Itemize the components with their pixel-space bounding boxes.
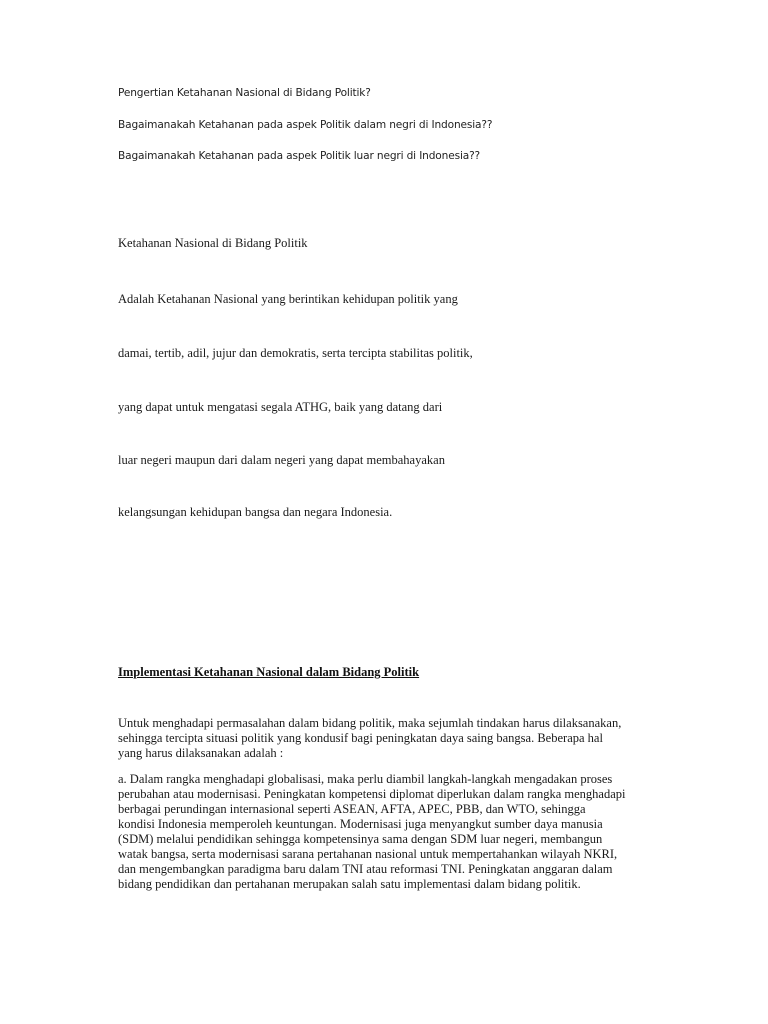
definition-line-1: Adalah Ketahanan Nasional yang berintikan kehidupan politik yang bbox=[118, 292, 458, 306]
definition-line-5: kelangsungan kehidupan bangsa dan negara Indonesia. bbox=[118, 505, 393, 519]
section-title: Ketahanan Nasional di Bidang Politik bbox=[118, 236, 308, 250]
paragraph-line: Untuk menghadapi permasalahan dalam bidang politik, maka sejumlah tindakan harus dilaksanakan, bbox=[118, 716, 622, 730]
paragraph-line: perubahan atau modernisasi. Peningkatan kompetensi diplomat diperlukan dalam rangka menghadapi bbox=[118, 787, 626, 801]
paragraph-line: (SDM) melalui pendidikan sehingga kompetensinya sama dengan SDM luar negeri, membangun bbox=[118, 832, 603, 846]
implementation-heading: Implementasi Ketahanan Nasional dalam Bidang Politik bbox=[118, 665, 420, 679]
definition-line-3: yang dapat untuk mengatasi segala ATHG, baik yang datang dari bbox=[118, 400, 443, 414]
definition-line-2: damai, tertib, adil, jujur dan demokratis, serta tercipta stabilitas politik, bbox=[118, 346, 473, 360]
paragraph-line: berbagai perundingan internasional seperti ASEAN, AFTA, APEC, PBB, dan WTO, sehingga bbox=[118, 802, 586, 816]
question-2: Bagaimanakah Ketahanan pada aspek Politik dalam negri di Indonesia?? bbox=[118, 119, 493, 131]
point-a-paragraph bbox=[118, 772, 658, 892]
paragraph-line: yang harus dilaksanakan adalah : bbox=[118, 746, 284, 760]
question-1: Pengertian Ketahanan Nasional di Bidang Politik? bbox=[118, 87, 371, 99]
paragraph-line: dan mengembangkan paradigma baru dalam TNI atau reformasi TNI. Peningkatan anggaran dalam bbox=[118, 862, 613, 876]
paragraph-line: a. Dalam rangka menghadapi globalisasi, maka perlu diambil langkah-langkah mengadakan proses bbox=[118, 772, 613, 786]
definition-line-4: luar negeri maupun dari dalam negeri yang dapat membahayakan bbox=[118, 453, 445, 467]
paragraph-line: sehingga tercipta situasi politik yang kondusif bagi peningkatan daya saing bangsa. Beberapa hal bbox=[118, 731, 603, 745]
question-3: Bagaimanakah Ketahanan pada aspek Politik luar negri di Indonesia?? bbox=[118, 150, 481, 162]
paragraph-line: watak bangsa, serta modernisasi sarana pertahanan nasional untuk mempertahankan wilayah NKRI, bbox=[118, 847, 618, 861]
intro-paragraph bbox=[118, 716, 658, 761]
paragraph-line: bidang pendidikan dan pertahanan merupakan salah satu implementasi dalam bidang politik. bbox=[118, 877, 581, 891]
paragraph-line: kondisi Indonesia memperoleh keuntungan. Modernisasi juga menyangkut sumber daya manusia bbox=[118, 817, 603, 831]
